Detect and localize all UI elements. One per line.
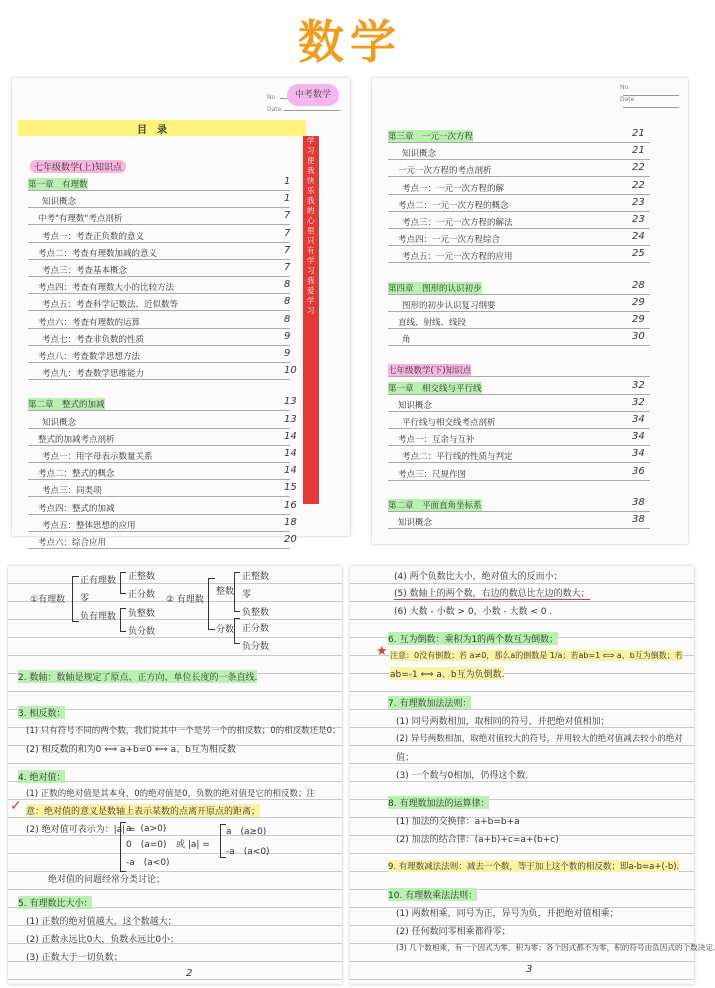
ruled-line [28, 328, 290, 329]
ruled-line [28, 479, 290, 480]
ruled-line [28, 548, 290, 549]
toc-page-number: 34 [632, 448, 645, 460]
toc-title: 目 录 [137, 125, 167, 136]
toc-page-number: 7 [284, 210, 291, 222]
ruled-line [388, 376, 650, 377]
bracket [120, 572, 126, 594]
ruled-line [388, 528, 650, 529]
toc-page-number: 7 [284, 244, 291, 256]
toc-entry: 考点三：同类项 [42, 486, 102, 497]
tree-negative: 负有理数 [80, 612, 117, 622]
ruled-line [388, 328, 650, 329]
toc-page-number: 7 [284, 262, 291, 273]
tree-zero: 零 [80, 594, 90, 604]
toc-page-number: 9 [284, 348, 291, 359]
ruled-line [388, 511, 650, 512]
toc-page-number: 15 [284, 482, 297, 494]
toc-entry: 考点三：一元一次方程的解法 [402, 218, 513, 228]
toc-page-number: 36 [632, 465, 645, 477]
toc-entry: 第一章 相交线与平行线 [388, 383, 482, 394]
toc-page-number: 10 [284, 365, 297, 377]
toc-page-number: 38 [632, 514, 645, 525]
note-number-line: 2. 数轴：数轴是规定了原点、正方向、单位长度的一条直线. [18, 670, 257, 683]
note-addition-1: (1) 同号两数相加，取相同的符号，并把绝对值相加； [396, 717, 610, 727]
toc-entry: 考点三：尺规作图 [398, 469, 467, 480]
toc-entry: 考点九：考查数学思维能力 [42, 369, 145, 380]
ruled-line [388, 228, 650, 229]
page-title: 数学 [298, 15, 402, 69]
ruled-line [388, 159, 650, 160]
toc-entry: 考点五：考查科学记数法、近似数等 [42, 300, 179, 311]
toc-page-number: 20 [284, 534, 297, 545]
heading-reciprocal: 6. 互为倒数：乘积为1的两个数互为倒数； [388, 632, 558, 645]
toc-entry: 图形的初步认识复习纲要 [402, 300, 496, 311]
ruled-line [28, 293, 290, 294]
toc-page-number: 34 [632, 414, 645, 425]
note-addition-2: (2) 异号两数相加，取绝对值较大的符号，并用较大的绝对值减去较小的绝对 [396, 734, 683, 744]
toc-entry: 考点四：一元一次方程综合 [398, 235, 501, 246]
motto-text: 学习使我快乐 我的心里只有学习 我爱学习 [307, 136, 315, 315]
tree-root-1: ①有理数 [30, 595, 66, 605]
note-multiplication-3: (3) 几个数相乘，有一个因式为零，积为零；各个因式都不为零，积的符号由负因式的个数决定. [396, 943, 715, 952]
bracket [234, 618, 240, 644]
note-opposite-1: (1) 只有符号不同的两个数，我们说其中一个是另一个的相反数；0的相反数还是0； [26, 726, 341, 736]
toc-page-number: 14 [284, 465, 297, 477]
ruled-line [388, 211, 650, 212]
abs-case-4: a (a≥0) [226, 827, 267, 837]
toc-page-number: 34 [632, 431, 645, 443]
notebook-page-toc-2 [372, 78, 688, 544]
tree-frac: 分数 [216, 625, 235, 635]
ruled-line [28, 259, 290, 260]
notebook-page-notes-3 [350, 566, 715, 984]
section-label: 七年级数学(上)知识点 [30, 160, 126, 173]
no-label: No. [620, 84, 688, 98]
note-commutative: (1) 加法的交换律：a+b=b+a [396, 817, 520, 827]
toc-entry: 考点二：一元一次方程的概念 [398, 200, 509, 211]
toc-entry: 知识概念 [398, 400, 433, 411]
note-compare-5: (5) 数轴上的两个数，右边的数总比左边的数大； [394, 586, 590, 600]
toc-page-number: 38 [632, 496, 645, 508]
page-number: 2 [186, 968, 193, 979]
tree-int-pos: 正整数 [242, 572, 270, 582]
toc-page-number: 32 [632, 379, 645, 391]
ruled-line [388, 480, 650, 481]
ruled-line [28, 428, 290, 429]
toc-page-number: 29 [632, 296, 645, 308]
date-label: Date [267, 106, 340, 113]
toc-entry: 考点四：整式的加减 [38, 503, 115, 514]
ruled-line [28, 531, 290, 532]
note-addition-2b: 值； [396, 753, 415, 763]
ruled-line [388, 462, 650, 463]
toc-page-number: 21 [632, 128, 645, 139]
note-absolute-2: (2) 绝对值可表示为：|a| = [26, 825, 136, 835]
toc-page-number: 28 [632, 279, 645, 291]
heading-multiplication: 10. 有理数乘法法则： [388, 888, 477, 901]
note-opposite-2: (2) 相反数的和为0 ⟺ a+b=0 ⟺ a、b互为相反数 [26, 745, 236, 755]
page-number: 3 [526, 964, 533, 975]
abs-case-3: -a (a<0) [126, 858, 170, 868]
bracket [120, 608, 126, 632]
toc-entry: 考点六：考查有理数的运算 [38, 317, 141, 328]
tree-neg-int: 负整数 [128, 609, 156, 619]
ruled-line [28, 345, 290, 346]
note-multiplication-2: (2) 任何数同零相乘都得零； [396, 927, 511, 937]
ruled-line [28, 362, 290, 363]
note-multiplication-1: (1) 两数相乘，同号为正，异号为负，并把绝对值相乘； [396, 909, 619, 919]
toc-entry: 考点八：考查数学思想方法 [38, 352, 141, 362]
toc-entry: 七年级数学(下)知识点 [388, 366, 472, 377]
no-label: No. [267, 94, 336, 101]
abs-or: 或 |a| = [176, 840, 210, 850]
toc-entry: 考点一：互余与互补 [398, 435, 475, 446]
sticker: 中考数学 [287, 84, 339, 106]
heading-addition-laws: 8. 有理数加法的运算律： [388, 796, 489, 809]
toc-entry: 考点四：考查有理数大小的比较方法 [38, 283, 175, 294]
note-compare-4: (4) 两个负数比大小，绝对值大的反而小； [394, 572, 563, 582]
abs-case-5: -a (a<0) [226, 847, 270, 857]
toc-entry: 考点三：考查基本概念 [42, 266, 128, 276]
tree-int: 整数 [216, 587, 235, 597]
toc-entry: 考点五：一元一次方程的应用 [402, 252, 513, 263]
heading-subtraction: 9. 有理数减法法则：减去一个数，等于加上这个数的相反数；即a-b=a+(-b). [388, 862, 680, 872]
tree-int-zero: 零 [242, 590, 252, 600]
note-absolute-3: 绝对值的问题经常分类讨论； [48, 875, 166, 885]
ruled-line [28, 445, 290, 446]
ruled-line [28, 224, 290, 225]
toc-entry: 第四章 图形的认识初步 [388, 283, 482, 294]
note-addition-3: (3) 一个数与0相加，仍得这个数. [396, 771, 529, 781]
tree-pos-int: 正整数 [128, 572, 156, 582]
tree-frac-pos: 正分数 [242, 624, 270, 634]
toc-entry: 考点七：考查非负数的性质 [42, 334, 145, 345]
ruled-line [28, 190, 290, 191]
ruled-line [388, 345, 650, 346]
toc-entry: 第三章 一元一次方程 [388, 132, 474, 142]
toc-page-number: 21 [632, 145, 645, 157]
tree-root-2: ② 有理数 [166, 595, 204, 605]
ruled-line [28, 410, 290, 411]
star-icon: ★ [376, 644, 388, 659]
toc-page-number: 22 [632, 162, 645, 174]
ruled-line [388, 445, 650, 446]
toc-entry: 知识概念 [398, 518, 433, 528]
note-absolute-1: (1) 正数的绝对值是其本身，0的绝对值是0，负数的绝对值是它的相反数；注 [26, 789, 316, 799]
toc-page-number: 7 [284, 227, 291, 239]
tree-pos-frac: 正分数 [128, 590, 156, 600]
note-reciprocal-2: ab=-1 ⟺ a、b互为负倒数. [390, 667, 504, 680]
toc-entry: 直线、射线、线段 [398, 318, 467, 328]
toc-entry: 考点六：综合应用 [38, 538, 107, 548]
notebook-page-toc-1 [12, 78, 350, 548]
notebook-page-notes-2 [8, 566, 342, 984]
heading-absolute: 4. 绝对值： [18, 770, 65, 783]
toc-entry: 考点一：一元一次方程的解 [402, 183, 505, 194]
bracket [72, 576, 79, 622]
toc-entry: 第一章 有理数 [28, 180, 88, 190]
toc-entry: 平行线与相交线考点剖析 [402, 418, 496, 428]
toc-page-number: 25 [632, 248, 645, 260]
ruled-line [28, 379, 290, 380]
toc-page-number: 13 [284, 413, 297, 425]
note-compare-6: (6) 大数 - 小数 > 0，小数 - 大数 < 0 . [394, 607, 553, 617]
toc-entry: 知识概念 [42, 197, 77, 208]
toc-page-number: 18 [284, 516, 297, 528]
toc-page-number: 8 [284, 313, 291, 325]
abs-case-1: a (a>0) [126, 824, 167, 834]
ruled-line [388, 262, 650, 263]
note-compare-2: (2) 正数永远比0大，负数永远比0小； [26, 935, 180, 945]
toc-entry: 考点五：整体思想的应用 [42, 520, 136, 531]
ruled-line [28, 514, 290, 515]
ruled-line [388, 411, 650, 412]
toc-entry: 整式的加减考点剖析 [38, 434, 115, 445]
date-label: Date [620, 96, 688, 110]
ruled-line [28, 310, 290, 311]
toc-page-number: 14 [284, 430, 297, 442]
toc-page-number: 30 [632, 331, 645, 343]
toc-entry: 第二章 平面直角坐标系 [388, 500, 482, 511]
toc-page-number: 8 [284, 296, 291, 308]
toc-page-number: 23 [632, 196, 645, 208]
toc-page-number: 1 [284, 176, 291, 187]
heading-opposite: 3. 相反数： [18, 706, 65, 719]
toc-entry: 考点一：用字母表示数量关系 [42, 452, 153, 462]
heading-compare: 5. 有理数比大小： [18, 896, 92, 909]
tree-positive: 正有理数 [80, 576, 117, 586]
check-mark: ✓ [10, 798, 22, 814]
toc-page-number: 13 [284, 396, 297, 408]
toc-page-number: 14 [284, 448, 297, 459]
toc-entry: 一元一次方程的考点剖析 [398, 166, 492, 177]
note-reciprocal-1: 注意：0没有倒数；若 a≠0，那么a的倒数是 1/a；若ab=1 ⟺ a、b互为倒数；若 [390, 651, 683, 660]
toc-entry: 考点二：考查有理数加减的意义 [38, 248, 158, 259]
ruled-line [388, 428, 650, 429]
tree-neg-frac: 负分数 [128, 627, 156, 637]
bracket [208, 578, 215, 630]
ruled-line [28, 276, 290, 277]
ruled-line [388, 142, 650, 143]
ruled-line [28, 242, 290, 243]
toc-entry: 知识概念 [402, 149, 437, 160]
ruled-line [388, 294, 650, 295]
ruled-line [28, 462, 290, 463]
toc-page-number: 23 [632, 214, 645, 225]
toc-page-number: 8 [284, 279, 291, 291]
tree-frac-neg: 负分数 [242, 642, 270, 652]
note-compare-3: (3) 正数大于一切负数； [26, 953, 123, 963]
heading-addition: 7. 有理数加法法则： [388, 696, 471, 709]
ruled-line [388, 394, 650, 395]
ruled-line [388, 311, 650, 312]
toc-page-number: 9 [284, 330, 291, 342]
tree-int-neg: 负整数 [242, 608, 270, 618]
toc-page-number: 22 [632, 179, 645, 191]
ruled-line [388, 176, 650, 177]
toc-entry: 考点二：平行线的性质与判定 [402, 452, 513, 463]
toc-page-number: 24 [632, 231, 645, 243]
note-compare-1: (1) 正数的绝对值越大，这个数越大； [26, 917, 177, 927]
toc-page-number: 29 [632, 314, 645, 325]
ruled-line [388, 194, 650, 195]
toc-entry: 考点二：整式的概念 [38, 469, 115, 480]
toc-page-number: 32 [632, 396, 645, 408]
toc-page-number: 16 [284, 499, 297, 511]
abs-case-2: 0 (a=0) [126, 840, 167, 850]
note-associative: (2) 加法的结合律：(a+b)+c=a+(b+c) [396, 835, 559, 845]
bracket [234, 572, 240, 612]
toc-entry: 角 [402, 335, 411, 346]
ruled-line [28, 496, 290, 497]
note-absolute-1b: 意：绝对值的意义是数轴上表示某数的点离开原点的距离； [26, 804, 260, 817]
toc-entry: 第二章 整式的加减 [28, 400, 105, 411]
toc-entry: 考点一：考查正负数的意义 [42, 231, 145, 242]
toc-page-number: 1 [284, 193, 291, 205]
toc-entry: 知识概念 [42, 417, 77, 428]
ruled-line [388, 245, 650, 246]
toc-entry: 中考"有理数"考点剖析 [38, 214, 123, 225]
ruled-line [28, 207, 290, 208]
